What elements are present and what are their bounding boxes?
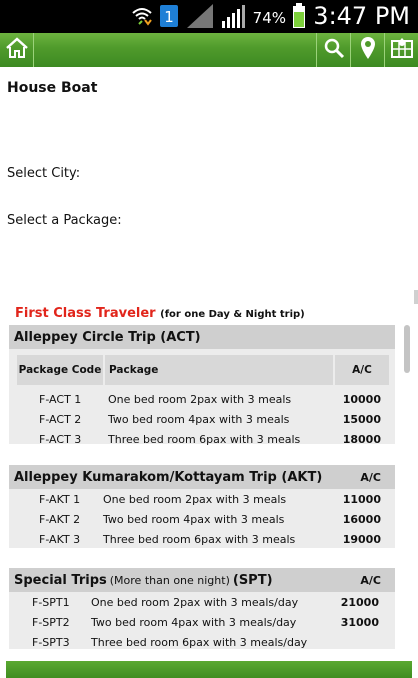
battery-icon bbox=[292, 3, 306, 33]
package-description: Two bed room 4pax with 3 meals bbox=[103, 512, 285, 526]
package-code: F-ACT 2 bbox=[39, 412, 82, 426]
signal-icon bbox=[185, 3, 215, 33]
home-button[interactable] bbox=[0, 33, 34, 67]
akt-table-title bbox=[9, 465, 395, 489]
map-pin-icon bbox=[359, 36, 377, 64]
notification-badge-icon bbox=[159, 4, 179, 32]
table-row bbox=[9, 612, 395, 632]
table-row bbox=[9, 592, 395, 612]
act-package-table bbox=[9, 325, 395, 444]
package-price: 21000 bbox=[340, 595, 379, 609]
map-button[interactable] bbox=[384, 33, 418, 67]
package-price: 19000 bbox=[342, 532, 381, 546]
wifi-icon bbox=[131, 6, 153, 30]
table-row bbox=[9, 429, 395, 449]
package-code: F-ACT 3 bbox=[39, 432, 82, 446]
package-price: 18000 bbox=[342, 432, 381, 446]
package-code: F-SPT3 bbox=[32, 635, 70, 649]
page-scroll-indicator[interactable] bbox=[414, 290, 418, 304]
section-heading bbox=[15, 306, 305, 321]
act-table-title: Alleppey Circle Trip (ACT) bbox=[9, 325, 395, 349]
spt-table-title bbox=[9, 568, 395, 592]
table-row bbox=[9, 389, 395, 409]
table-row bbox=[9, 529, 395, 549]
package-code: F-AKT 1 bbox=[39, 492, 81, 506]
package-description: Two bed room 4pax with 3 meals/day bbox=[91, 615, 297, 629]
spt-table-title-code: (SPT) bbox=[232, 572, 273, 588]
footer-bar bbox=[6, 661, 412, 678]
package-price: 15000 bbox=[342, 412, 381, 426]
home-icon bbox=[5, 37, 29, 63]
table-row bbox=[9, 489, 395, 509]
package-price: 11000 bbox=[342, 492, 381, 506]
search-button[interactable] bbox=[316, 33, 350, 67]
col-header-package: Package bbox=[105, 355, 333, 385]
package-description: One bed room 2pax with 3 meals bbox=[108, 392, 292, 406]
package-price: 10000 bbox=[342, 392, 381, 406]
map-icon bbox=[390, 37, 414, 63]
akt-package-table bbox=[9, 465, 395, 548]
package-description: Three bed room 6pax with 3 meals/day bbox=[91, 635, 308, 649]
col-header-ac: A/C bbox=[335, 355, 389, 385]
package-price: 31000 bbox=[340, 615, 379, 629]
col-header-ac: A/C bbox=[360, 470, 381, 484]
package-code: F-SPT1 bbox=[32, 595, 70, 609]
table-scrollbar[interactable] bbox=[404, 325, 410, 373]
battery-percent: 74% bbox=[252, 9, 286, 27]
table-row bbox=[9, 509, 395, 529]
package-description: Two bed room 4pax with 3 meals bbox=[108, 412, 290, 426]
search-icon bbox=[323, 37, 345, 63]
package-code: F-AKT 2 bbox=[39, 512, 81, 526]
col-header-ac: A/C bbox=[360, 573, 381, 587]
package-description: One bed room 2pax with 3 meals bbox=[103, 492, 287, 506]
package-description: Three bed room 6pax with 3 meals bbox=[108, 432, 301, 446]
package-price: 16000 bbox=[342, 512, 381, 526]
table-row bbox=[9, 632, 395, 652]
status-bar bbox=[0, 0, 418, 33]
col-header-code: Package Code bbox=[17, 355, 103, 385]
package-description: Three bed room 6pax with 3 meals bbox=[103, 532, 296, 546]
notification-badge-count: 1 bbox=[163, 8, 174, 26]
spt-package-table bbox=[9, 568, 395, 649]
location-button[interactable] bbox=[350, 33, 384, 67]
section-heading-subtitle: (for one Day & Night trip) bbox=[160, 309, 305, 320]
package-code: F-ACT 1 bbox=[39, 392, 82, 406]
clock: 3:47 PM bbox=[313, 2, 410, 30]
package-code: F-SPT2 bbox=[32, 615, 70, 629]
page-title: House Boat bbox=[7, 80, 98, 96]
select-package-label: Select a Package: bbox=[7, 213, 122, 228]
akt-table-title-text: Alleppey Kumarakom/Kottayam Trip (AKT) bbox=[14, 469, 323, 485]
table-row bbox=[9, 409, 395, 429]
spt-table-title-note: (More than one night) bbox=[109, 573, 230, 587]
signal-strength-icon bbox=[221, 3, 245, 33]
select-city-label: Select City: bbox=[7, 166, 81, 181]
act-table-header bbox=[9, 355, 395, 385]
status-icons bbox=[131, 3, 306, 33]
spt-table-title-text: Special Trips bbox=[14, 572, 107, 588]
app-header bbox=[0, 33, 418, 67]
section-heading-title: First Class Traveler bbox=[15, 306, 156, 321]
package-description: One bed room 2pax with 3 meals/day bbox=[91, 595, 299, 609]
package-code: F-AKT 3 bbox=[39, 532, 81, 546]
